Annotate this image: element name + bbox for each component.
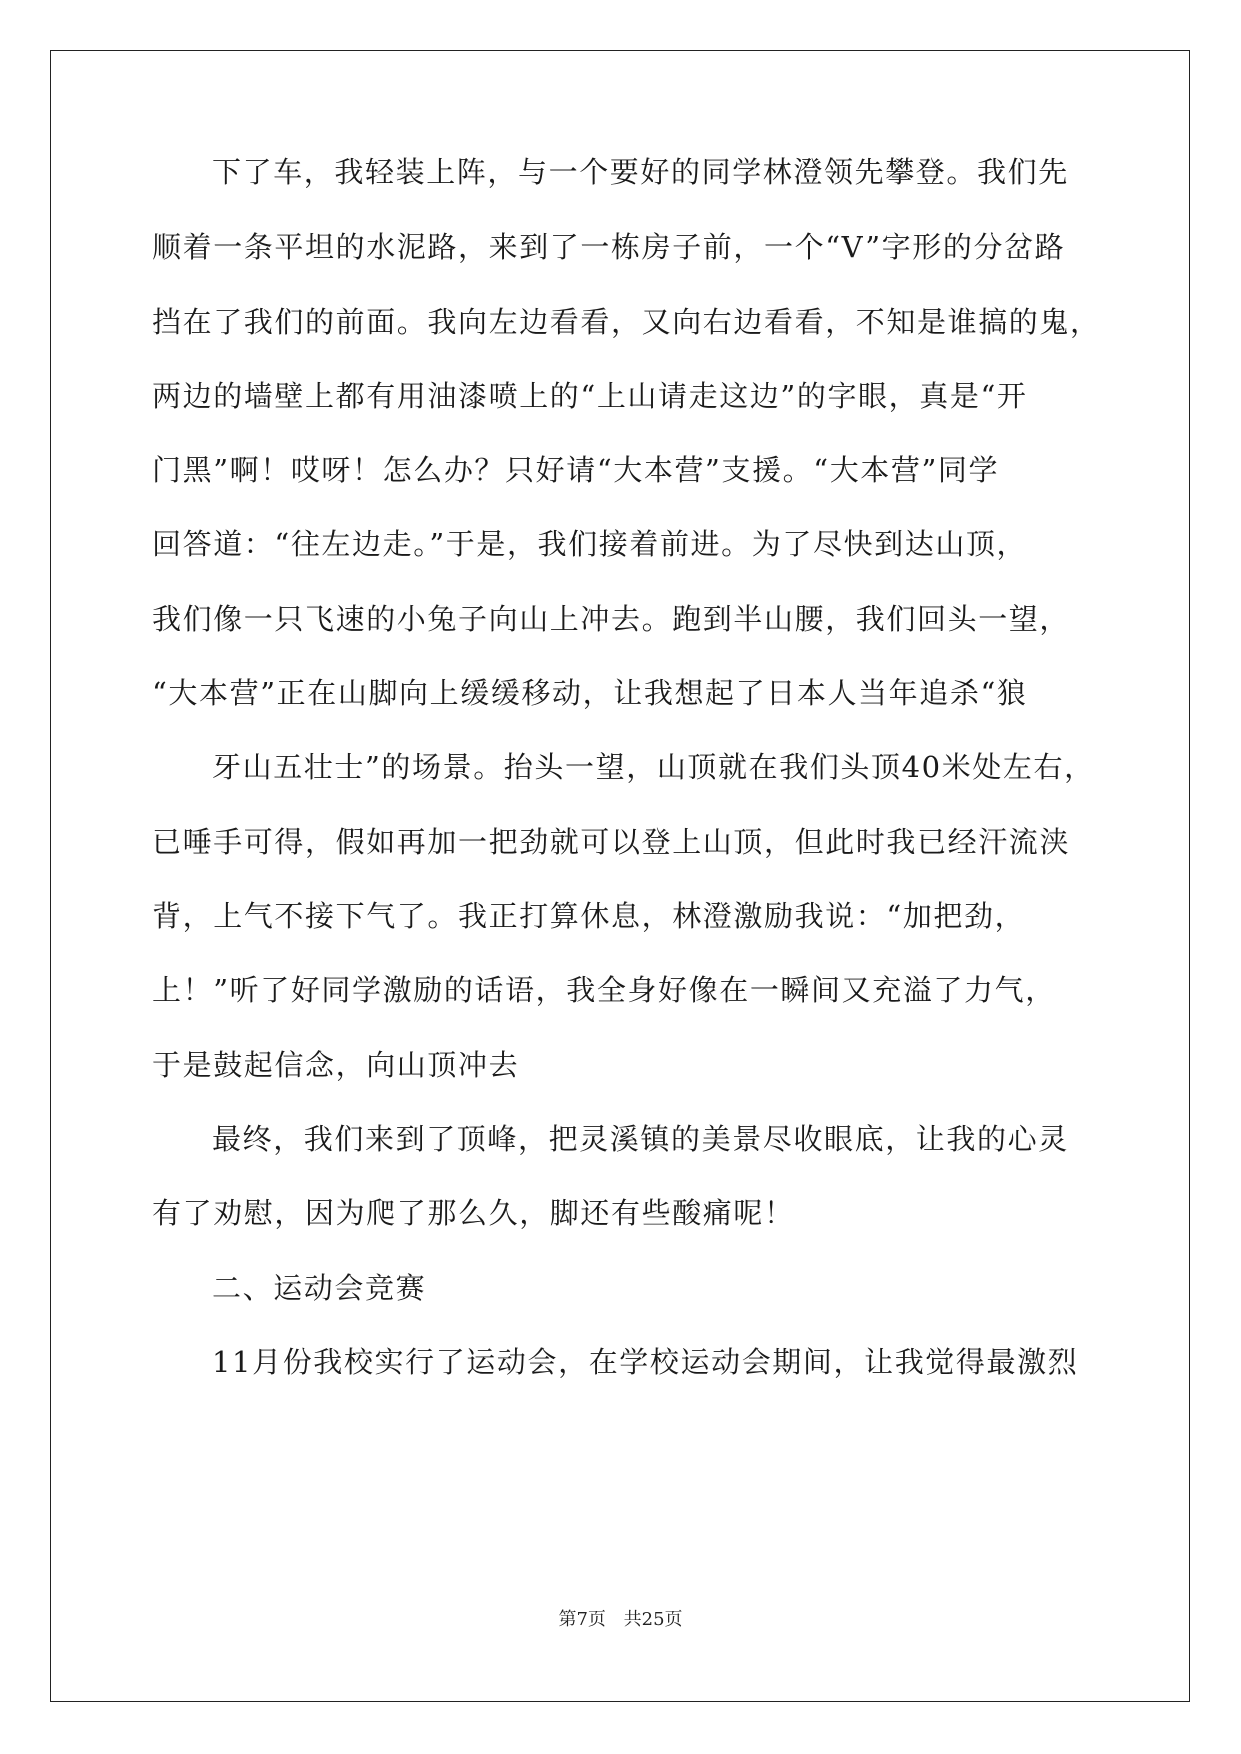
paragraph-line: 11月份我校实行了运动会，在学校运动会期间，让我觉得最激烈 — [212, 1345, 1079, 1379]
paragraph-line: 有了劝慰，因为爬了那么久，脚还有些酸痛呢！ — [152, 1196, 795, 1230]
paragraph-line: 挡在了我们的前面。我向左边看看，又向右边看看，不知是谁搞的鬼， — [152, 305, 1101, 339]
paragraph-line: 我们像一只飞速的小兔子向山上冲去。跑到半山腰，我们回头一望， — [152, 602, 1071, 636]
paragraph-line: 上！”听了好同学激励的话语，我全身好像在一瞬间又充溢了力气， — [152, 973, 1056, 1007]
page-footer — [0, 1608, 1241, 1632]
paragraph-line: 已唾手可得，假如再加一把劲就可以登上山顶，但此时我已经汗流浃 — [152, 825, 1071, 859]
paragraph-line: 下了车，我轻装上阵，与一个要好的同学林澄领先攀登。我们先 — [212, 155, 1069, 189]
paragraph-line: 牙山五壮士”的场景。抬头一望，山顶就在我们头顶40米处左右， — [212, 750, 1095, 784]
paragraph-line: 背，上气不接下气了。我正打算休息，林澄激励我说：“加把劲， — [152, 899, 1026, 933]
section-heading: 二、运动会竞赛 — [212, 1271, 427, 1305]
paragraph-line: “大本营”正在山脚向上缓缓移动，让我想起了日本人当年追杀“狼 — [152, 676, 1028, 710]
page-number: 第7页 — [558, 1609, 606, 1630]
page-total: 共25页 — [623, 1609, 683, 1630]
paragraph-line: 两边的墙壁上都有用油漆喷上的“上山请走这边”的字眼，真是“开 — [152, 379, 1028, 413]
paragraph-line: 顺着一条平坦的水泥路，来到了一栋房子前，一个“V”字形的分岔路 — [152, 230, 1066, 264]
paragraph-line: 最终，我们来到了顶峰，把灵溪镇的美景尽收眼底，让我的心灵 — [212, 1122, 1069, 1156]
paragraph-line: 于是鼓起信念，向山顶冲去 — [152, 1048, 520, 1082]
page-border — [50, 50, 1190, 1702]
paragraph-line: 门黑”啊！哎呀！怎么办？只好请“大本营”支援。“大本营”同学 — [152, 453, 1000, 487]
paragraph-line: 回答道：“往左边走。”于是，我们接着前进。为了尽快到达山顶， — [152, 527, 1028, 561]
